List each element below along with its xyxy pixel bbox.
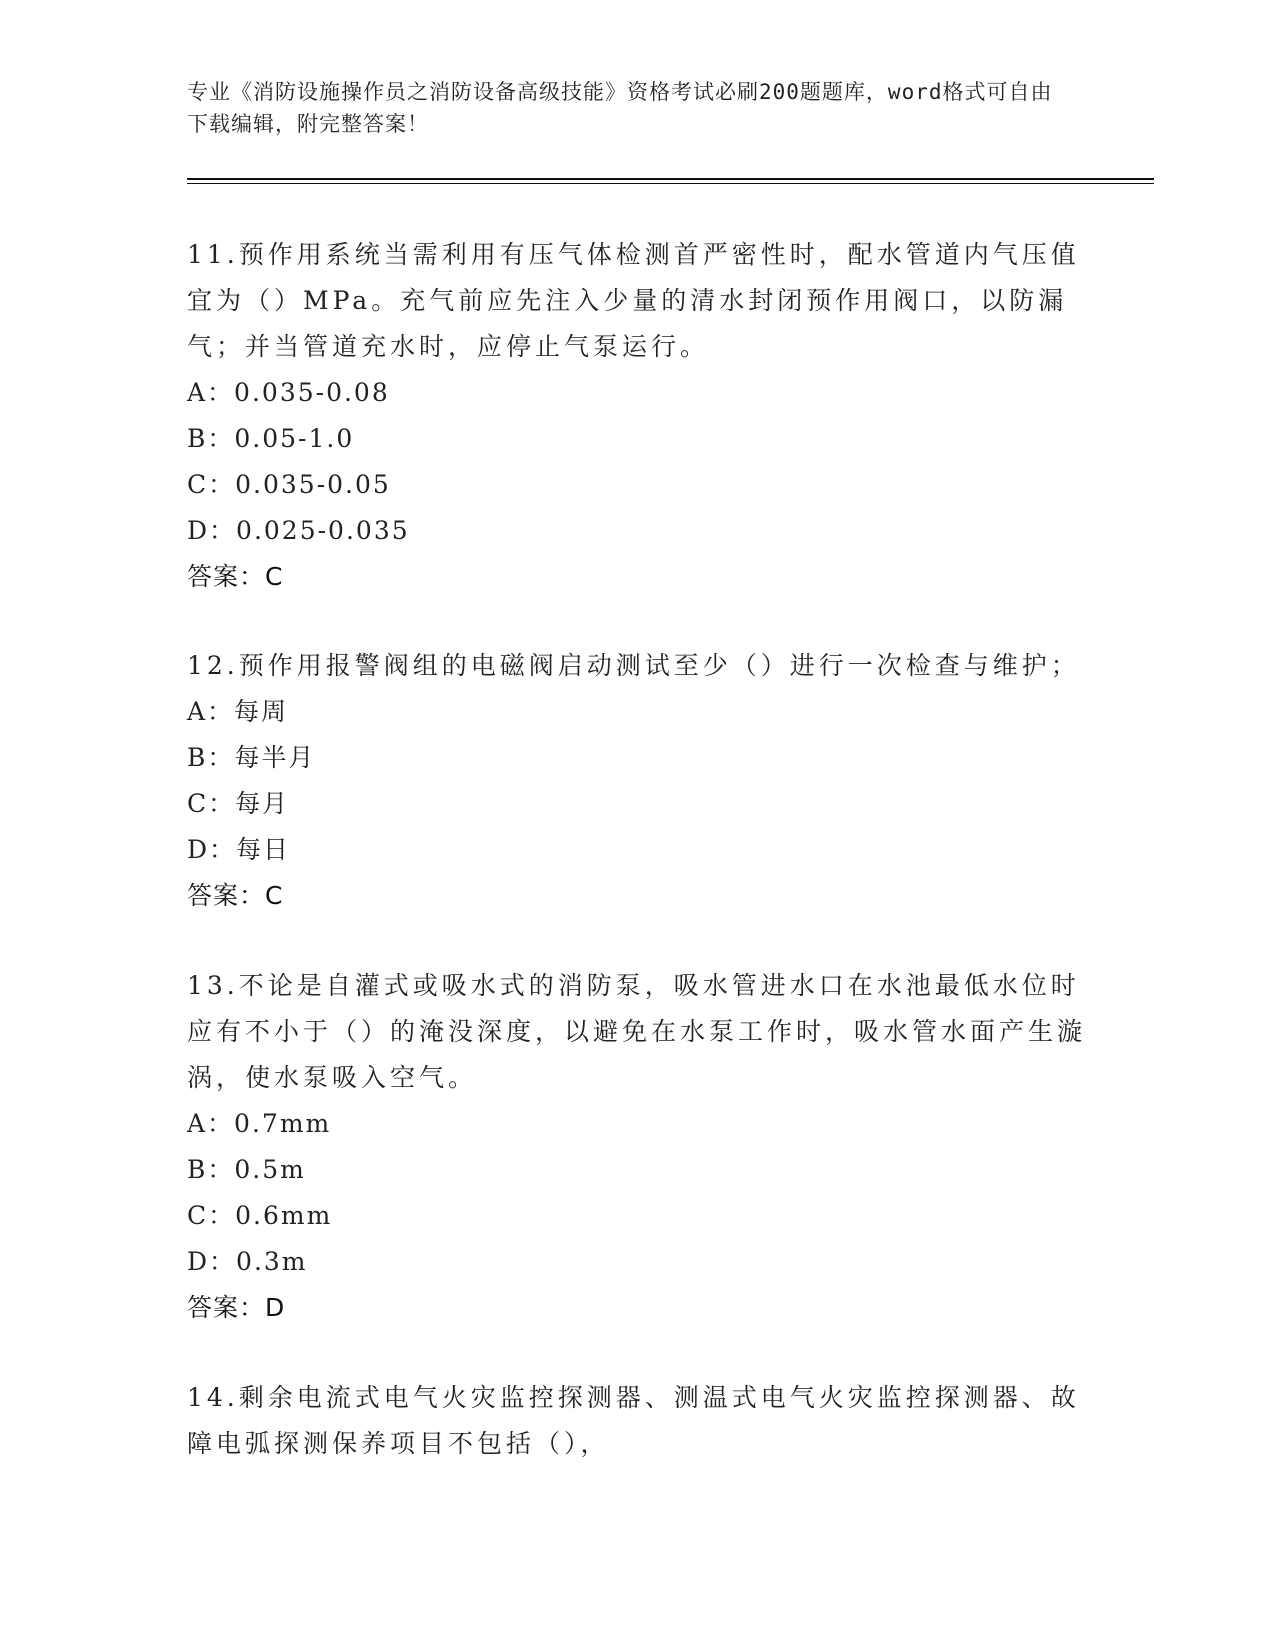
option-b: B：0.05-1.0	[187, 424, 355, 453]
document-header: 专业《消防设施操作员之消防设备高级技能》资格考试必刷200题题库，word格式可自由下载编辑，附完整答案！	[187, 80, 1053, 136]
header-divider	[187, 178, 1154, 180]
header-divider-thin	[187, 183, 1154, 184]
option-a: A：0.035-0.08	[187, 378, 390, 407]
answer: 答案：D	[187, 1293, 286, 1322]
question-stem: 11.预作用系统当需利用有压气体检测首严密性时，配水管道内气压值宜为（）MPa。充气前应先注入少量的清水封闭预作用阀口，以防漏气；并当管道充水时，应停止气泵运行。	[187, 240, 1080, 361]
question-12	[187, 643, 1087, 919]
question-stem: 12.预作用报警阀组的电磁阀启动测试至少（）进行一次检查与维护；	[187, 651, 1080, 680]
question-stem: 13.不论是自灌式或吸水式的消防泵，吸水管进水口在水池最低水位时应有不小于（）的淹没深度，以避免在水泵工作时，吸水管水面产生漩涡，使水泵吸入空气。	[187, 971, 1087, 1092]
option-c: C：每月	[187, 789, 290, 818]
question-13	[187, 963, 1087, 1331]
answer: 答案：C	[187, 881, 284, 910]
option-b: B：每半月	[187, 743, 316, 772]
option-a: A：0.7mm	[187, 1109, 332, 1138]
option-a: A：每周	[187, 697, 289, 726]
option-d: D：每日	[187, 835, 291, 864]
question-stem: 14.剩余电流式电气火灾监控探测器、测温式电气火灾监控探测器、故障电弧探测保养项目不包括（），	[187, 1383, 1080, 1458]
option-b: B：0.5m	[187, 1155, 306, 1184]
option-d: D：0.3m	[187, 1247, 308, 1276]
answer: 答案：C	[187, 562, 284, 591]
question-11	[187, 232, 1087, 600]
option-c: C：0.035-0.05	[187, 470, 391, 499]
option-d: D：0.025-0.035	[187, 516, 410, 545]
question-14	[187, 1375, 1087, 1467]
option-c: C：0.6mm	[187, 1201, 333, 1230]
